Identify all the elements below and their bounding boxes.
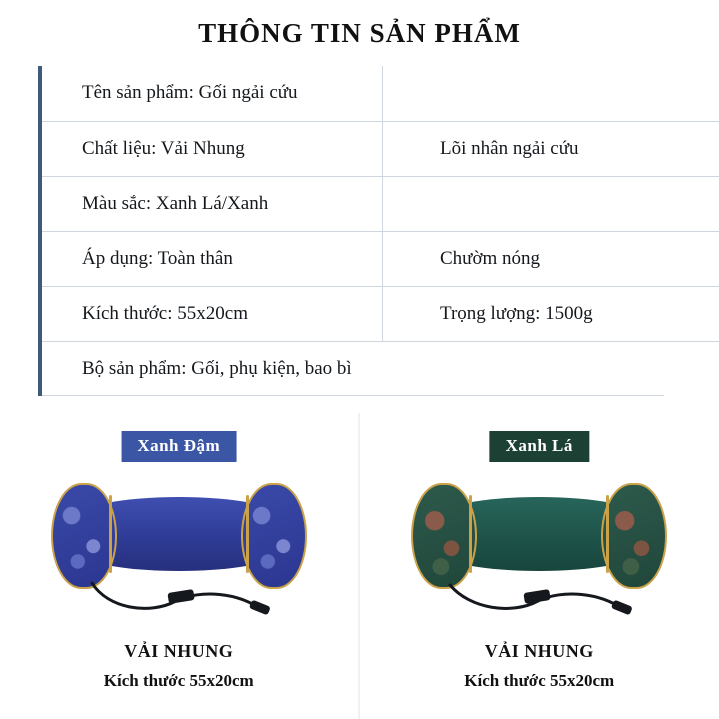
caption-size: Kích thước 55x20cm (464, 671, 615, 690)
pillow-seam-right (606, 495, 609, 573)
table-row (42, 286, 719, 341)
product-image-green (360, 475, 719, 615)
caption-material: VẢI NHUNG (124, 641, 234, 661)
spec-value-cell (418, 176, 719, 231)
table-row (42, 341, 719, 396)
spec-value-cell: Chườm nóng (418, 231, 719, 286)
pillow-illustration (51, 483, 307, 587)
spec-name-cell: Kích thước: 55x20cm (42, 286, 418, 341)
spec-name-cell: Áp dụng: Toàn thân (42, 231, 418, 286)
color-badge: Xanh Đậm (121, 431, 236, 462)
pillow-end-cap-right (601, 483, 667, 589)
power-cord-green (424, 579, 654, 619)
pillow-end-cap-left (51, 483, 117, 589)
pillow-end-cap-left (411, 483, 477, 589)
page-title: THÔNG TIN SẢN PHẨM (198, 18, 521, 48)
spec-name-cell: Tên sản phẩm: Gối ngải cứu (42, 66, 418, 121)
pillow-seam-left (469, 495, 472, 573)
table-row (42, 66, 719, 121)
spec-name-cell: Bộ sản phẩm: Gối, phụ kiện, bao bì (82, 357, 352, 379)
spec-value-cell: Lõi nhân ngải cứu (418, 121, 719, 176)
caption-size: Kích thước 55x20cm (103, 671, 254, 690)
color-badge: Xanh Lá (490, 431, 589, 462)
gallery-section (0, 413, 719, 719)
table-row (42, 176, 719, 231)
pillow-end-cap-right (241, 483, 307, 589)
pillow-illustration (411, 483, 667, 587)
pillow-seam-left (109, 495, 112, 573)
pillow-seam-right (246, 495, 249, 573)
table-row (42, 231, 719, 286)
table-bottom-rule (42, 395, 664, 396)
spec-table (42, 66, 719, 396)
product-image-blue (0, 475, 358, 615)
gallery-item-xanh-la[interactable] (360, 413, 719, 719)
spec-value-cell (418, 66, 719, 121)
table-row (42, 121, 719, 176)
spec-table-wrapper (38, 66, 664, 396)
caption-material: VẢI NHUNG (484, 641, 594, 661)
gallery-item-xanh-dam[interactable] (0, 413, 360, 719)
power-cord-blue (64, 579, 294, 619)
spec-value-cell: Trọng lượng: 1500g (418, 286, 719, 341)
spec-name-cell: Màu sắc: Xanh Lá/Xanh (42, 176, 418, 231)
spec-name-cell: Chất liệu: Vải Nhung (42, 121, 418, 176)
